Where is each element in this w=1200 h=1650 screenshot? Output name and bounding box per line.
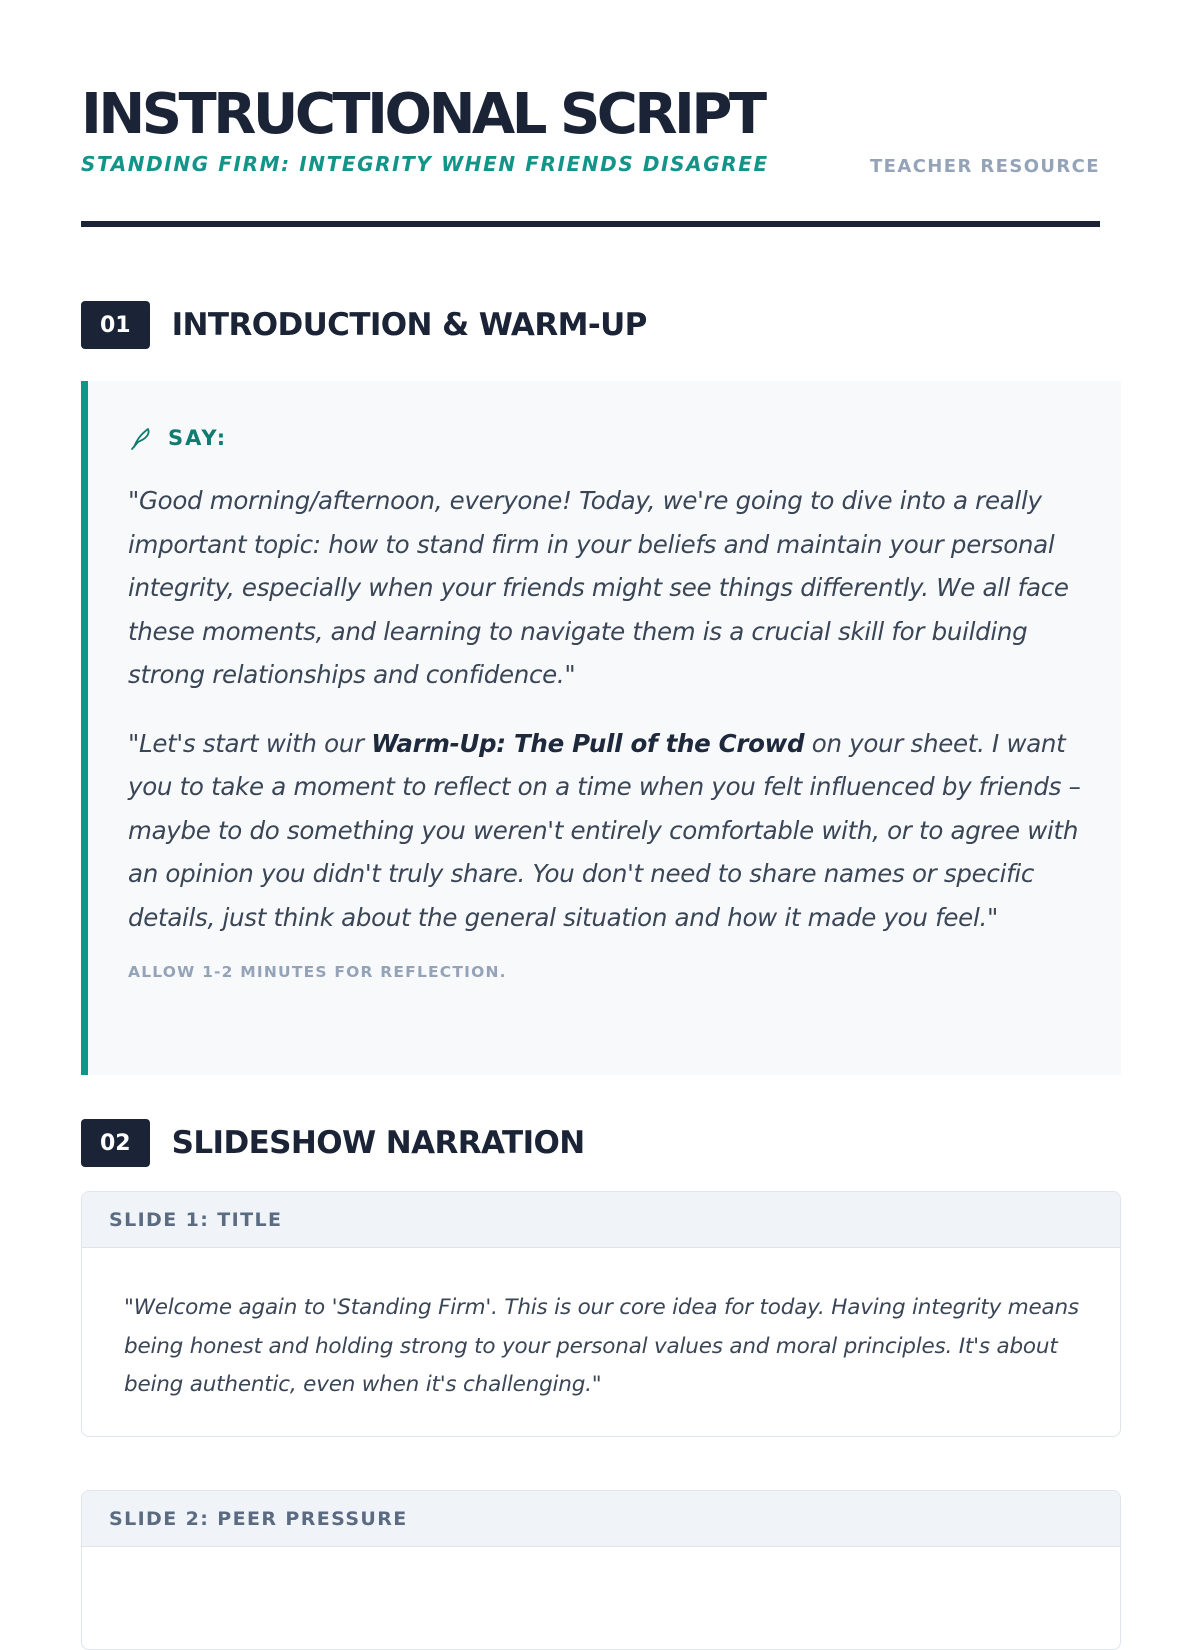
slide-card	[81, 1490, 1121, 1650]
header-divider	[81, 221, 1100, 227]
document-subtitle: STANDING FIRM: INTEGRITY WHEN FRIENDS DISAGREE	[81, 152, 769, 176]
slide-narration: "Welcome again to 'Standing Firm'. This is our core idea for today. Having integrity means being honest and holding strong to your personal values and moral principles. It's about being authentic, even when it's challenging."	[124, 1295, 1079, 1397]
feather-pen-icon	[128, 425, 154, 451]
slide-heading: SLIDE 2: PEER PRESSURE	[82, 1491, 1120, 1547]
resource-tag: TEACHER RESOURCE	[869, 156, 1100, 177]
document-header	[81, 0, 1100, 230]
slide-narration	[82, 1547, 1120, 1628]
say-callout	[81, 381, 1121, 1075]
section-heading-slideshow	[81, 1119, 585, 1167]
say-paragraph-2	[128, 722, 1083, 940]
say-paragraph-1: "Good morning/afternoon, everyone! Today, we're going to dive into a really important topic: how to stand firm in your beliefs and maintain your personal integrity, especially when your friends might see things differently. We all face these moments, and learning to navigate them is a crucial skill for building strong relationships and confidence."	[128, 486, 1069, 689]
section-heading-intro	[81, 301, 647, 349]
timing-note: ALLOW 1-2 MINUTES FOR REFLECTION.	[128, 963, 507, 981]
say-label	[128, 421, 1083, 455]
say-paragraph-2-rest: on your sheet. I want you to take a moment to reflect on a time when you felt influenced by friends – maybe to do something you weren't entirely comfortable with, or to agree with an opinion you didn't truly share. You don't need to share names or specific details, just think about the general situation and how it made you feel."	[128, 728, 1081, 932]
section-title: INTRODUCTION & WARM-UP	[171, 307, 647, 343]
section-number: 01	[81, 301, 150, 349]
slide-heading: SLIDE 1: TITLE	[82, 1192, 1120, 1248]
section-title: SLIDESHOW NARRATION	[171, 1125, 585, 1161]
warm-up-activity-name: Warm-Up: The Pull of the Crowd	[371, 728, 805, 758]
document-title: INSTRUCTIONAL SCRIPT	[81, 82, 764, 147]
say-paragraph-2-lead: "Let's start with our	[128, 728, 372, 758]
section-number: 02	[81, 1119, 150, 1167]
say-label-text: SAY:	[168, 426, 228, 450]
slide-card	[81, 1191, 1121, 1437]
